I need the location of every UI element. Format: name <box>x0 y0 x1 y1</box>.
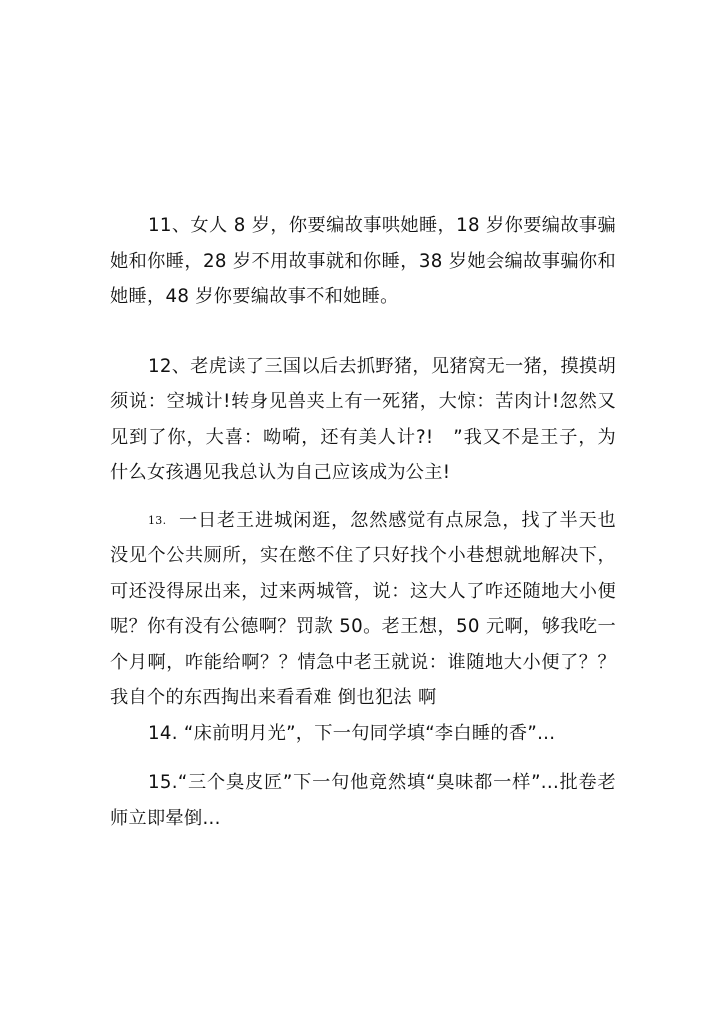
paragraph-11: 11、女人 8 岁，你要编故事哄她睡，18 岁你要编故事骗她和你睡，28 岁不用故事就和你睡，38 岁她会编故事骗你和她睡，48 岁你要编故事不和她睡。 <box>110 215 616 307</box>
paragraph-14: 14. “床前明月光”，下一句同学填“李白睡的香”... <box>148 722 556 744</box>
paragraph-15: 15.“三个臭皮匠”下一句他竟然填“臭味都一样”...批卷老师立即晕倒... <box>110 772 616 829</box>
paragraph-13 <box>110 503 616 716</box>
paragraph-13-number: 13. <box>148 513 167 527</box>
paragraph-12: 12、老虎读了三国以后去抓野猪，见猪窝无一猪，摸摸胡须说：空城计!转身见兽夹上有一死猪，大惊：苦肉计!忽然又见到了你，大喜：呦嗬，还有美人计?! ”我又不是王子，为什么女孩遇见我总认为自己应该成为公主! <box>110 355 616 483</box>
document-page <box>110 208 616 836</box>
paragraph-13-text: 一日老王进城闲逛，忽然感觉有点尿急，找了半天也没见个公共厕所，实在憋不住了只好找个小巷想就地解决下，可还没得尿出来，过来两城管，说：这大人了咋还随地大小便呢？你有没有公德啊？罚款 50。老王想，50 元啊，够我吃一个月啊，咋能给啊？？情急中老王就说：谁随地大小便了？？我自个的东西掏出来看看难 倒也犯法 啊 <box>110 509 616 708</box>
